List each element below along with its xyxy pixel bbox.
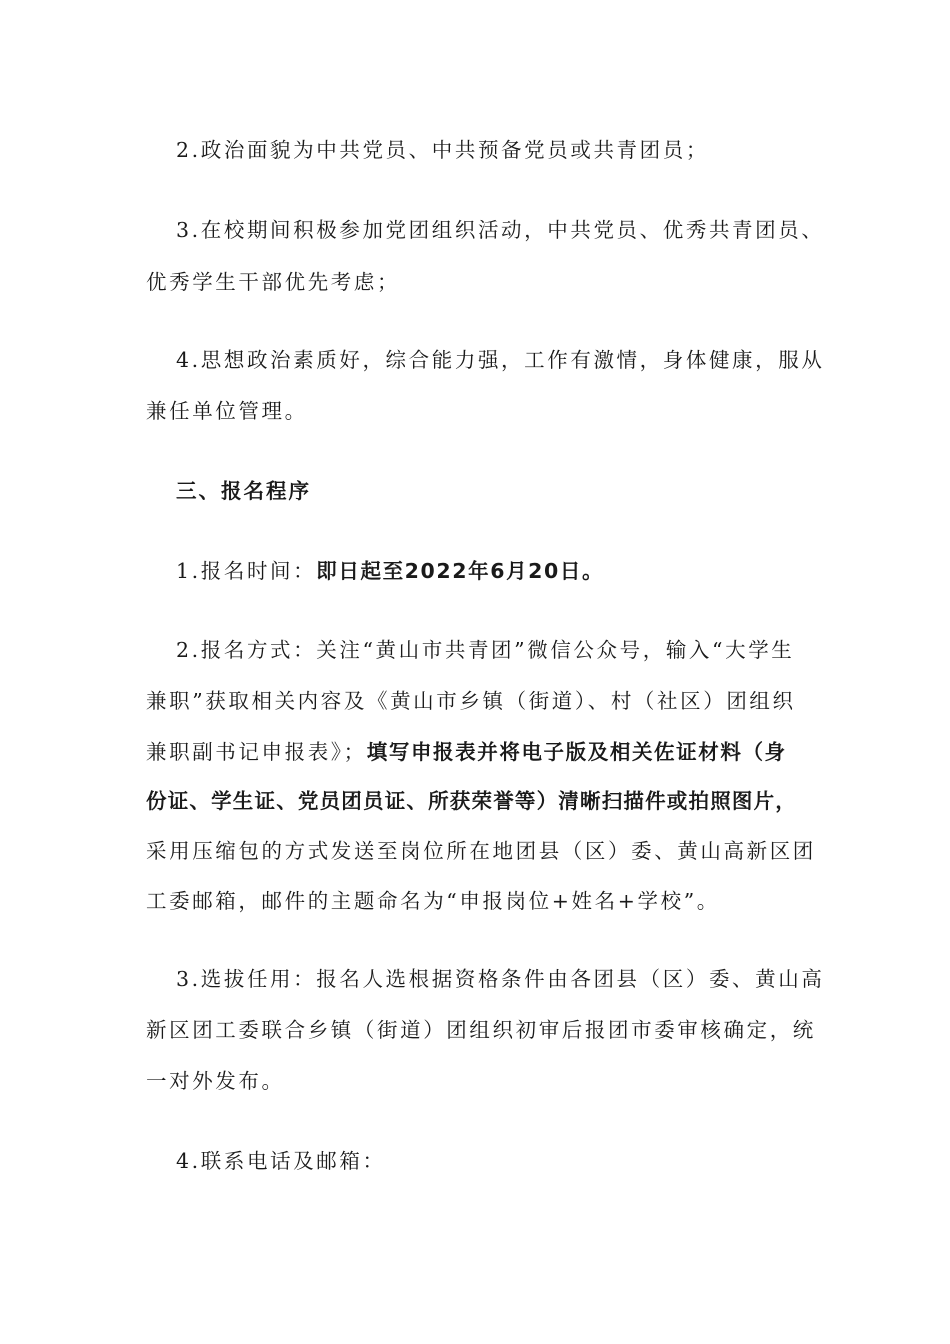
quality-item-line-1: 4.思想政治素质好，综合能力强，工作有激情，身体健康，服从 (176, 348, 825, 372)
registration-method-line-3 (146, 737, 816, 767)
quality-item-line-2: 兼任单位管理。 (146, 399, 308, 423)
registration-method-line-5: 采用压缩包的方式发送至岗位所在地团县（区）委、黄山高新区团 (146, 839, 816, 863)
contact-item: 4.联系电话及邮箱： (176, 1149, 386, 1173)
activities-item-line-1: 3.在校期间积极参加党团组织活动，中共党员、优秀共青团员、 (176, 218, 825, 242)
registration-method-line-4: 份证、学生证、党员团员证、所获荣誉等）清晰扫描件或拍照图片， (146, 789, 797, 813)
selection-line-2: 新区团工委联合乡镇（街道）团组织初审后报团市委审核确定，统 (146, 1018, 816, 1042)
selection-line-3: 一对外发布。 (146, 1069, 285, 1093)
activities-item-line-2: 优秀学生干部优先考虑； (146, 270, 401, 294)
registration-time-value: 即日起至2022年6月20日。 (316, 559, 605, 583)
selection-line-1: 3.选拔任用：报名人选根据资格条件由各团县（区）委、黄山高 (176, 967, 825, 991)
registration-method-line-6: 工委邮箱，邮件的主题命名为“申报岗位+姓名+学校”。 (146, 889, 720, 913)
political-status-item: 2.政治面貌为中共党员、中共预备党员或共青团员； (176, 138, 709, 162)
registration-method-line-3-bold: 填写申报表并将电子版及相关佐证材料（身 (366, 740, 787, 764)
registration-time-label: 1.报名时间： (176, 559, 317, 583)
registration-method-line-3-normal: 兼职副书记申报表》； (146, 740, 367, 764)
registration-time-item (176, 556, 846, 586)
registration-method-line-1: 2.报名方式：关注“黄山市共青团”微信公众号，输入“大学生 (176, 638, 795, 662)
registration-method-line-2: 兼职”获取相关内容及《黄山市乡镇（街道）、村（社区）团组织 (146, 689, 796, 713)
section-heading: 三、报名程序 (176, 479, 311, 503)
